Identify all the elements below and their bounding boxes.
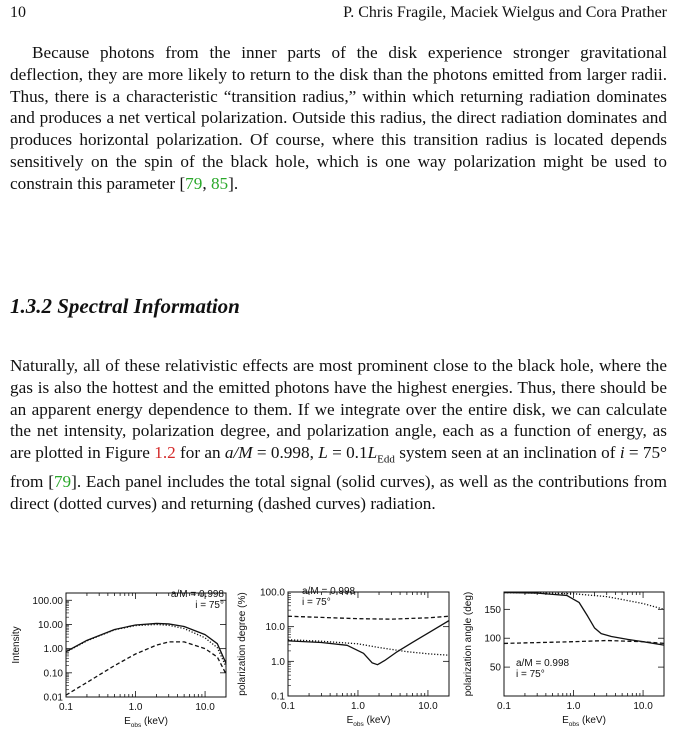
chart-polarization-angle bbox=[458, 580, 677, 739]
citation-bracket-close: ]. bbox=[228, 173, 239, 193]
y-tick-label: 10.00 bbox=[37, 619, 63, 631]
math-spin: a/M bbox=[224, 443, 253, 463]
x-tick-label: 10.0 bbox=[418, 701, 438, 712]
figure-reference[interactable]: 1.2 bbox=[154, 443, 176, 463]
x-axis-label: $E_{obs}$ (keV) bbox=[562, 715, 606, 728]
series-dashed bbox=[288, 616, 449, 619]
y-axis-label: polarization degree (%) bbox=[237, 592, 248, 696]
y-tick-label: 150 bbox=[484, 604, 501, 616]
x-tick-label: 0.1 bbox=[59, 702, 73, 713]
series-solid bbox=[504, 593, 664, 646]
annotation-text: i = 75° bbox=[516, 669, 545, 680]
page-number: 10 bbox=[10, 4, 26, 21]
citation-85[interactable]: 85 bbox=[210, 173, 229, 193]
x-axis-label: $E_{obs}$ (keV) bbox=[346, 715, 391, 728]
citation-bracket: [ bbox=[48, 472, 54, 492]
x-tick-label: 10.0 bbox=[633, 701, 653, 712]
citation-79[interactable]: 79 bbox=[185, 173, 203, 193]
math-text: = 75° from bbox=[10, 443, 667, 492]
series-dotted bbox=[66, 624, 226, 666]
series-solid bbox=[66, 623, 226, 663]
math-subscript: Edd bbox=[377, 453, 395, 466]
y-tick-label: 100.00 bbox=[32, 595, 63, 607]
y-tick-label: 1.0 bbox=[271, 656, 285, 668]
annotation-text: i = 75° bbox=[302, 597, 331, 608]
y-tick-label: 100.0 bbox=[259, 587, 285, 599]
paragraph-transition-radius bbox=[10, 42, 667, 195]
series-dashed bbox=[66, 642, 226, 695]
x-axis-label: $E_{obs}$ (keV) bbox=[124, 716, 168, 729]
paragraph-text: Because photons from the inner parts of the disk experience stronger gravitational deflection, they are more likely to return to the disk than the photons emitted from larger radii. Thus, there is a characteristic “transition radius,” within which returning radiation dominates and produces a net vertical polarization. Outside this radius, the direct radiation dominates and produces horizontal polarization. Of course, where this transition radius is located depends sensitively on the spin of the black hole, which is one way polarization might be used to constrain this parameter bbox=[10, 43, 667, 193]
y-tick-label: 50 bbox=[489, 662, 501, 674]
series-dotted bbox=[504, 593, 664, 610]
running-head-authors: P. Chris Fragile, Maciek Wielgus and Cora Prather bbox=[343, 4, 667, 21]
y-axis-label: Intensity bbox=[11, 626, 22, 664]
paragraph-spectral bbox=[10, 355, 667, 515]
x-tick-label: 0.1 bbox=[281, 701, 295, 712]
x-tick-label: 10.0 bbox=[195, 702, 215, 713]
y-axis-label: polarization angle (deg) bbox=[463, 591, 474, 697]
y-tick-label: 0.10 bbox=[43, 668, 63, 680]
math-text: = 0.998, bbox=[252, 443, 319, 463]
plot-frame bbox=[504, 592, 664, 696]
chart-intensity bbox=[0, 580, 232, 739]
citation-79[interactable]: 79 bbox=[53, 472, 72, 492]
y-tick-label: 10.0 bbox=[265, 622, 285, 634]
annotation-text: i = 75° bbox=[195, 600, 224, 611]
y-tick-label: 0.01 bbox=[43, 692, 63, 704]
annotation-text: a/M = 0.998 bbox=[302, 586, 356, 597]
y-tick-label: 1.00 bbox=[43, 644, 63, 656]
math-text: = 0.1 bbox=[327, 443, 368, 463]
citation-separator: , bbox=[202, 173, 211, 193]
paragraph-text: system seen at an inclination of bbox=[394, 443, 620, 463]
x-tick-label: 1.0 bbox=[566, 701, 581, 712]
x-tick-label: 0.1 bbox=[497, 701, 511, 712]
paragraph-text: ]. Each panel includes the total signal (solid curves), as well as the contributions from direct (dotted curves) and returning (dashed curves) radiation. bbox=[10, 472, 667, 514]
annotation-text: a/M = 0.998 bbox=[516, 658, 570, 669]
math-inclination: i bbox=[619, 443, 625, 463]
math-luminosity: L bbox=[318, 443, 328, 463]
x-tick-label: 1.0 bbox=[351, 701, 365, 712]
paragraph-text: for an bbox=[175, 443, 225, 463]
math-luminosity-edd: L bbox=[367, 443, 378, 463]
y-tick-label: 0.1 bbox=[271, 691, 285, 703]
annotation-text: a/M = 0.998 bbox=[170, 589, 224, 600]
chart-polarization-degree bbox=[232, 580, 458, 739]
series-solid bbox=[288, 621, 449, 665]
citation-bracket: [ bbox=[179, 173, 186, 193]
section-heading: 1.3.2 Spectral Information bbox=[10, 294, 240, 318]
y-tick-label: 100 bbox=[484, 633, 501, 645]
paragraph-text: Naturally, all of these relativistic effects are most prominent close to the black hole, where the gas is also the hottest and the emitted photons have the highest energies. Thus, there should be an apparent energy dependence to them. If we integrate over the entire disk, we can calculate the net intensity, polarization degree, and polarization angle, each as a function of energy, as are plotted in Figure bbox=[10, 356, 667, 463]
x-tick-label: 1.0 bbox=[128, 702, 143, 713]
